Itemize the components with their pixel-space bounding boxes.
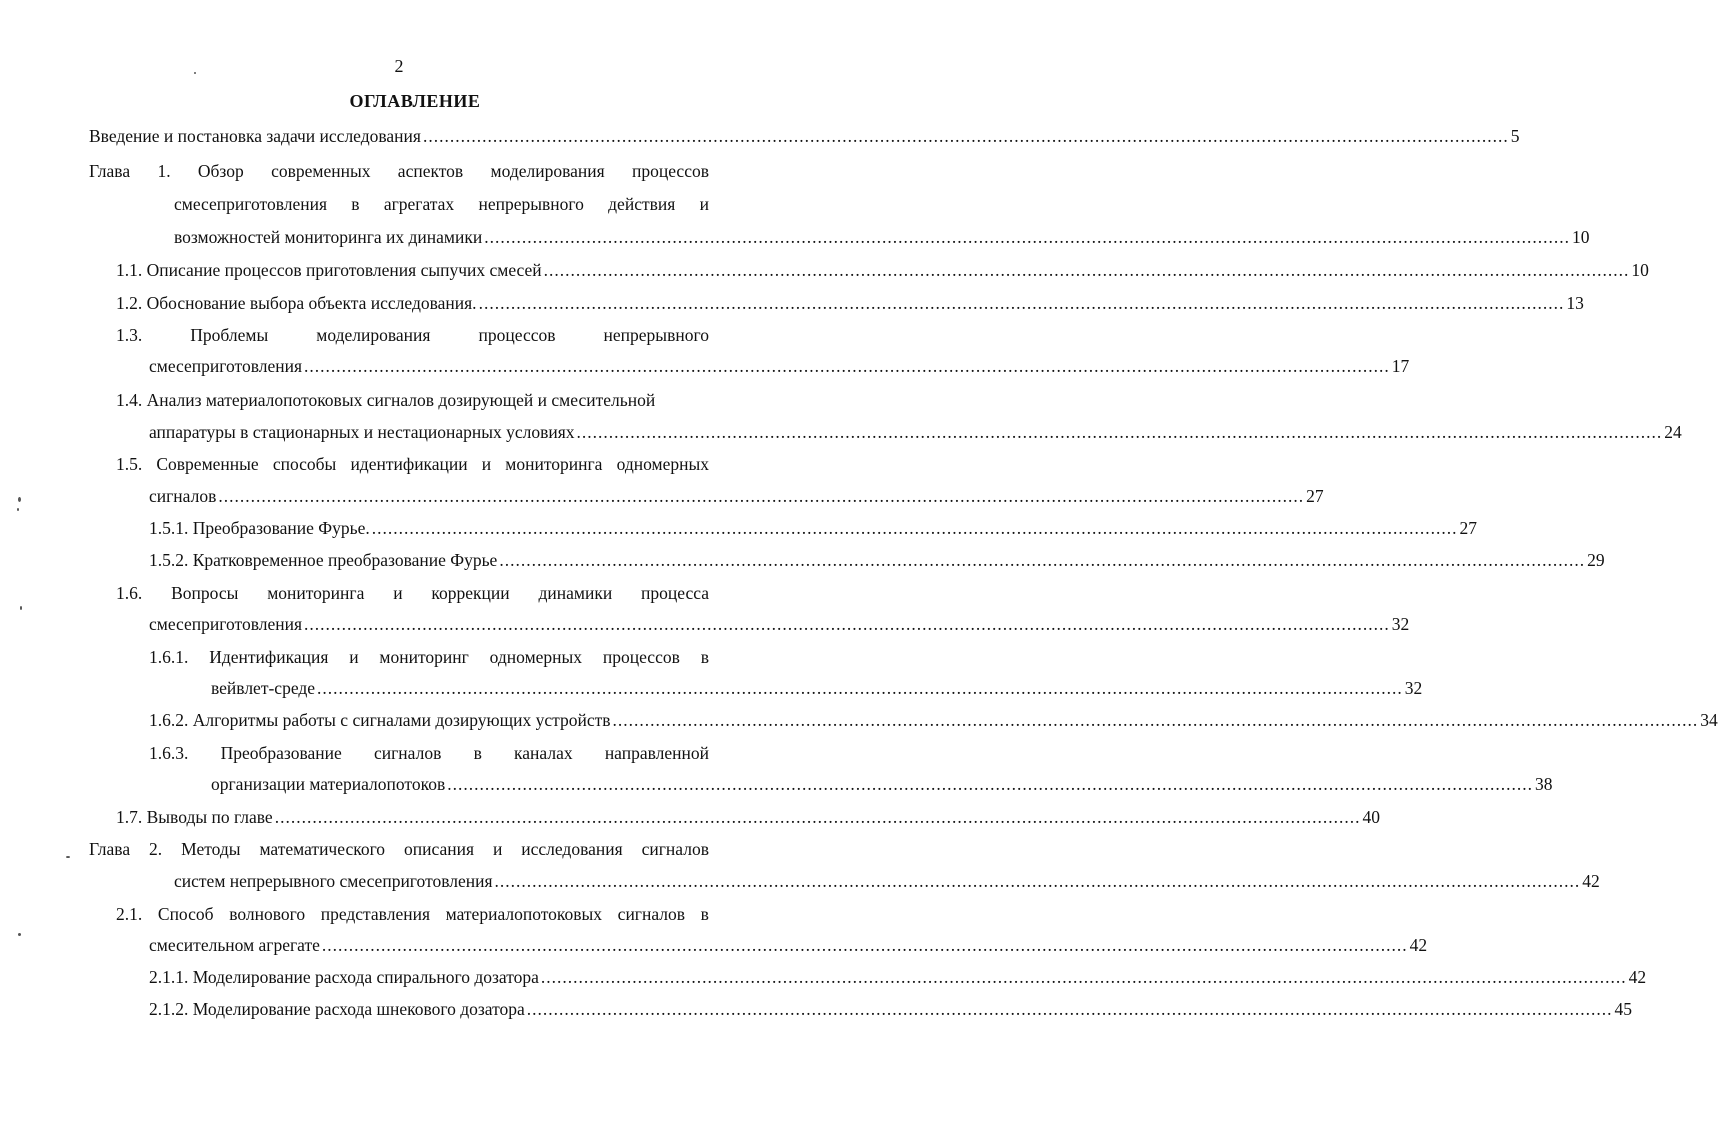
scan-speck [66, 856, 70, 858]
toc-entry-2-1-line-1 [116, 903, 709, 925]
dot-leader: .......................................................................................................................................................................................................... [576, 422, 1663, 442]
entry-word: в [700, 904, 709, 924]
entry-page: 27 [1459, 518, 1478, 538]
entry-text: 1.2. Обоснование выбора объекта исследования. [116, 293, 477, 313]
entry-word: каналах [514, 743, 573, 763]
entry-word: 2. [149, 839, 163, 859]
scan-speck [17, 508, 19, 511]
entry-page: 10 [1631, 260, 1649, 280]
entry-word: Современные [156, 454, 259, 474]
entry-text: 1.6.2. Алгоритмы работы с сигналами дозирующих устройств [149, 710, 611, 730]
entry-word: процессов [632, 161, 709, 181]
entry-word: аспектов [397, 161, 464, 181]
dot-leader: .......................................................................................................................................................................................................... [317, 678, 1403, 698]
entry-text: 1.4. Анализ материалопотоковых сигналов дозирующей и смесительной [116, 390, 656, 410]
toc-entry-1-5-line-1 [116, 453, 709, 475]
dot-leader: .......................................................................................................................................................................................................... [540, 967, 1627, 987]
toc-entry-1-6-3-line-2 [211, 773, 1553, 795]
entry-word: Вопросы [171, 583, 239, 603]
dot-leader: .......................................................................................................................................................................................................... [304, 356, 1390, 376]
toc-entry-1-7 [116, 806, 1380, 828]
entry-word: и [492, 839, 503, 859]
toc-entry-1-6-1-line-1 [149, 646, 709, 668]
entry-word: коррекции [431, 583, 510, 603]
entry-word: способы [272, 454, 337, 474]
toc-title: ОГЛАВЛЕНИЕ [349, 91, 481, 111]
entry-word: представления [320, 904, 430, 924]
entry-word: Проблемы [190, 325, 269, 345]
toc-entry-chapter-1-line-2 [174, 193, 709, 215]
page-number: 2 [394, 56, 404, 76]
entry-page: 17 [1391, 356, 1410, 376]
dot-leader: .......................................................................................................................................................................................................... [218, 486, 1305, 506]
dot-leader: .......................................................................................................................................................................................................... [371, 518, 1458, 538]
entry-page: 32 [1391, 614, 1410, 634]
entry-word: Глава [89, 161, 131, 181]
dot-leader: .......................................................................................................................................................................................................... [499, 550, 1586, 570]
entry-word: исследования [521, 839, 623, 859]
toc-entry-1-3-line-2 [149, 355, 1410, 377]
entry-page: 34 [1700, 710, 1718, 730]
toc-entry-chapter-1-line-3 [174, 226, 1590, 248]
entry-page: 10 [1571, 227, 1590, 247]
entry-word: мониторинг [379, 647, 469, 667]
dot-leader: .......................................................................................................................................................................................................... [321, 935, 1408, 955]
toc-entry-1-3-line-1 [116, 324, 709, 346]
entry-page: 13 [1566, 293, 1584, 313]
scan-speck [18, 497, 21, 502]
toc-entry-introduction [89, 125, 1520, 147]
entry-word: 1. [157, 161, 171, 181]
entry-text: Введение и постановка задачи исследования [89, 126, 421, 146]
entry-word: Способ [157, 904, 214, 924]
entry-word: Глава [89, 839, 131, 859]
dot-leader: .......................................................................................................................................................................................................... [612, 710, 1699, 730]
toc-entry-chapter-2-line-1 [89, 838, 709, 860]
entry-word: 1.6.1. [149, 647, 189, 667]
entry-text: смесительном агрегате [149, 935, 320, 955]
toc-entry-1-6-2 [149, 709, 1718, 731]
entry-word: описания [404, 839, 475, 859]
entry-text: 1.5.2. Кратковременное преобразование Фурье [149, 550, 498, 570]
toc-entry-1-4-line-1 [116, 389, 709, 411]
entry-word: 1.6.3. [149, 743, 189, 763]
entry-page: 42 [1582, 871, 1600, 891]
entry-word: сигналов [374, 743, 442, 763]
entry-word: непрерывного [478, 194, 584, 214]
entry-word: сигналов [617, 904, 686, 924]
entry-word: современных [271, 161, 371, 181]
entry-page: 24 [1664, 422, 1682, 442]
toc-entry-chapter-2-line-2 [174, 870, 1600, 892]
entry-word: агрегатах [383, 194, 455, 214]
dot-leader: .......................................................................................................................................................................................................... [274, 807, 1361, 827]
entry-word: идентификации [350, 454, 468, 474]
entry-text: смесеприготовления [149, 614, 303, 634]
entry-text: организации материалопотоков [211, 774, 446, 794]
entry-text: сигналов [149, 486, 217, 506]
entry-page: 42 [1628, 967, 1647, 987]
entry-word: в [351, 194, 360, 214]
entry-text: аппаратуры в стационарных и нестационарных условиях [149, 422, 575, 442]
entry-word: непрерывного [603, 325, 709, 345]
entry-word: Идентификация [209, 647, 329, 667]
entry-page: 5 [1510, 126, 1520, 146]
entry-word: мониторинга [267, 583, 365, 603]
entry-text: возможностей мониторинга их динамики [174, 227, 483, 247]
dot-leader: .......................................................................................................................................................................................................... [422, 126, 1509, 146]
entry-text: смесеприготовления [149, 356, 303, 376]
entry-word: моделирования [490, 161, 605, 181]
entry-word: процессов [602, 647, 680, 667]
entry-word: процессов [478, 325, 556, 345]
entry-text: вейвлет-среде [211, 678, 316, 698]
entry-word: смесеприготовления [174, 194, 328, 214]
dot-leader: .......................................................................................................................................................................................................... [494, 871, 1581, 891]
entry-word: динамики [538, 583, 613, 603]
entry-page: 32 [1404, 678, 1423, 698]
entry-word: математического [259, 839, 386, 859]
toc-entry-1-1 [116, 259, 1649, 281]
entry-text: 1.7. Выводы по главе [116, 807, 273, 827]
entry-word: одномерных [489, 647, 583, 667]
dot-leader: .......................................................................................................................................................................................................... [484, 227, 1570, 247]
entry-word: в [473, 743, 482, 763]
toc-entry-1-6-3-line-1 [149, 742, 709, 764]
entry-word: и [393, 583, 403, 603]
entry-word: 1.6. [116, 583, 143, 603]
entry-page: 38 [1534, 774, 1553, 794]
entry-word: Преобразование [220, 743, 342, 763]
entry-word: волнового [229, 904, 306, 924]
entry-word: Методы [181, 839, 241, 859]
entry-text: 2.1.1. Моделирование расхода спирального дозатора [149, 967, 539, 987]
toc-entry-2-1-line-2 [149, 934, 1428, 956]
entry-text: 1.1. Описание процессов приготовления сыпучих смесей [116, 260, 542, 280]
entry-word: процесса [641, 583, 709, 603]
toc-entry-1-2 [116, 292, 1584, 314]
entry-page: 40 [1362, 807, 1380, 827]
entry-page: 42 [1409, 935, 1428, 955]
entry-word: 1.3. [116, 325, 143, 345]
entry-word: 1.5. [116, 454, 143, 474]
scan-speck [194, 72, 196, 74]
entry-word: направленной [604, 743, 709, 763]
entry-page: 45 [1614, 999, 1633, 1019]
toc-entry-2-1-1 [149, 966, 1647, 988]
toc-entry-1-6-1-line-2 [211, 677, 1423, 699]
entry-word: и [699, 194, 709, 214]
toc-entry-1-5-line-2 [149, 485, 1324, 507]
entry-word: мониторинга [505, 454, 603, 474]
entry-text: 1.5.1. Преобразование Фурье. [149, 518, 370, 538]
toc-entry-1-5-2 [149, 549, 1605, 571]
toc-entry-1-4-line-2 [149, 421, 1682, 443]
scan-speck [20, 606, 22, 610]
entry-word: одномерных [616, 454, 709, 474]
dot-leader: .......................................................................................................................................................................................................... [304, 614, 1390, 634]
entry-word: Обзор [197, 161, 244, 181]
scan-speck [18, 933, 21, 936]
entry-page: 27 [1306, 486, 1324, 506]
toc-entry-1-5-1 [149, 517, 1478, 539]
toc-entry-1-6-line-2 [149, 613, 1410, 635]
dot-leader: .......................................................................................................................................................................................................... [447, 774, 1533, 794]
entry-word: материалопотоковых [445, 904, 603, 924]
entry-word: сигналов [641, 839, 709, 859]
entry-word: моделирования [316, 325, 431, 345]
entry-word: действия [608, 194, 676, 214]
toc-entry-chapter-1-line-1 [89, 160, 709, 182]
toc-entry-1-6-line-1 [116, 582, 709, 604]
dot-leader: .......................................................................................................................................................................................................... [526, 999, 1613, 1019]
entry-page: 29 [1587, 550, 1605, 570]
entry-word: и [481, 454, 492, 474]
entry-word: и [349, 647, 359, 667]
entry-text: систем непрерывного смесеприготовления [174, 871, 493, 891]
entry-text: 2.1.2. Моделирование расхода шнекового дозатора [149, 999, 525, 1019]
dot-leader: .......................................................................................................................................................................................................... [478, 293, 1565, 313]
entry-word: 2.1. [116, 904, 143, 924]
toc-entry-2-1-2 [149, 998, 1633, 1020]
dot-leader: .......................................................................................................................................................................................................... [543, 260, 1630, 280]
entry-word: в [700, 647, 709, 667]
